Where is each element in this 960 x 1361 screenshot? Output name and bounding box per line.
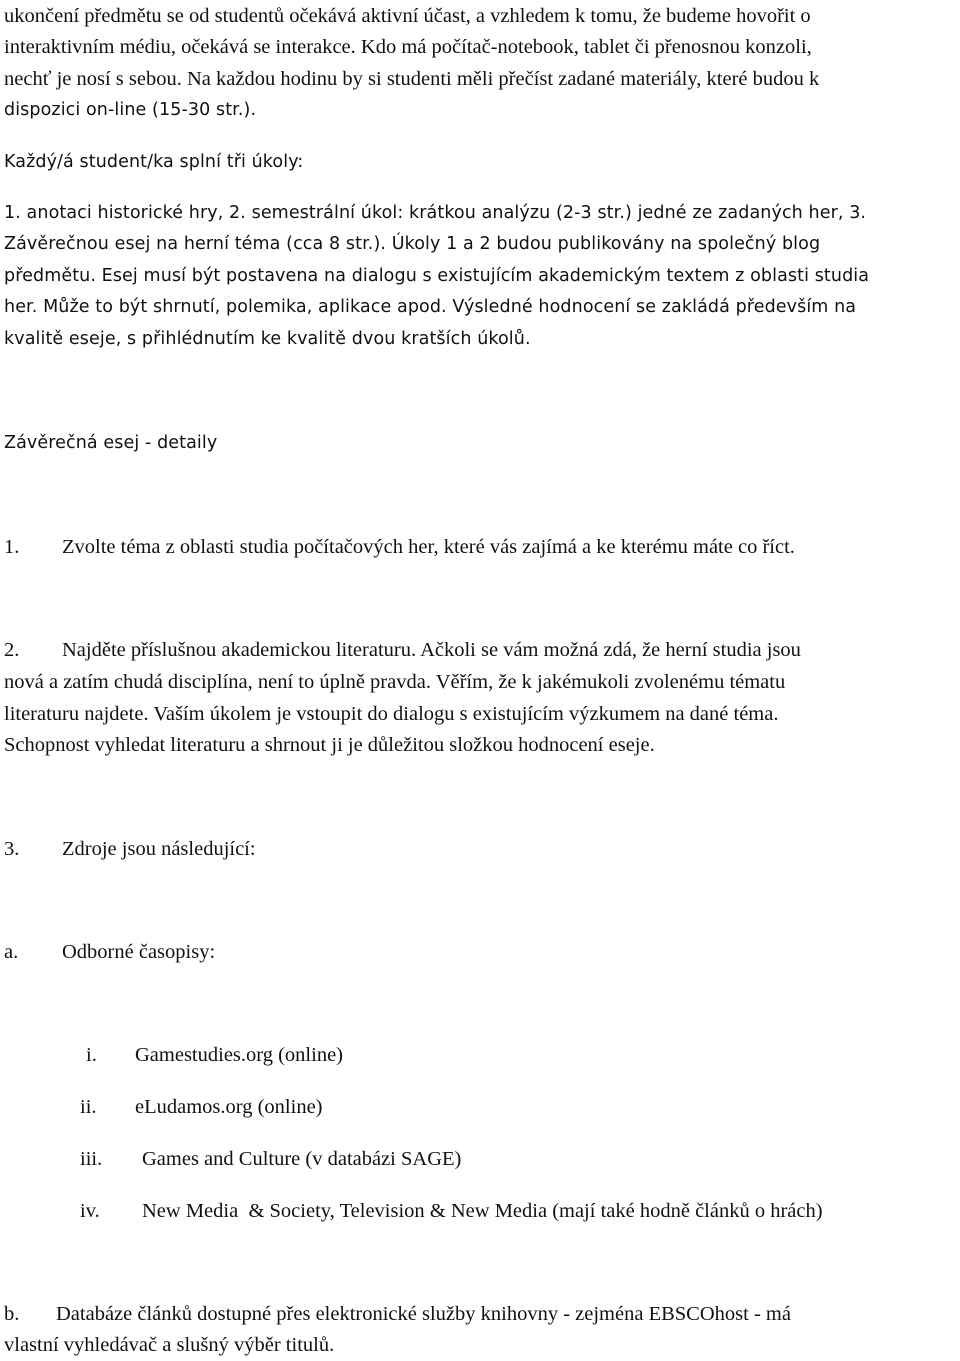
list-numeral: iv. <box>80 1200 100 1222</box>
essay-heading: Závěrečná esej - detaily <box>4 433 218 453</box>
step-number: 2. <box>4 639 20 661</box>
section-title: Odborné časopisy: <box>62 941 216 963</box>
list-item-text: eLudamos.org (online) <box>135 1096 323 1118</box>
step-number: 1. <box>4 536 20 558</box>
list-numeral: iii. <box>80 1148 103 1170</box>
list-numeral: ii. <box>80 1096 97 1118</box>
intro-line: interaktivním médiu, očekává se interakce. Kdo má počítač-notebook, tablet či přenosnou konzoli, <box>4 36 812 58</box>
intro-line: nechť je nosí s sebou. Na každou hodinu by si studenti měli přečíst zadané materiály, které budou k <box>4 68 820 90</box>
step-text: Najděte příslušnou akademickou literaturu. Ačkoli se vám možná zdá, že herní studia jsou <box>62 639 801 661</box>
section-letter: a. <box>4 941 19 963</box>
tasks-line: předmětu. Esej musí být postavena na dialogu s existujícím akademickým textem z oblasti studia <box>4 266 870 286</box>
tasks-line: 1. anotaci historické hry, 2. semestrální úkol: krátkou analýzu (2-3 str.) jedné ze zadaných her, 3. <box>4 203 867 223</box>
tasks-line: her. Může to být shrnutí, polemika, aplikace apod. Výsledné hodnocení se zakládá především na <box>4 297 857 317</box>
step-text: Zvolte téma z oblasti studia počítačových her, které vás zajímá a ke kterému máte co říct. <box>62 536 795 558</box>
section-text-line: vlastní vyhledávač a slušný výběr titulů. <box>4 1334 335 1356</box>
list-item-text: Gamestudies.org (online) <box>135 1044 343 1066</box>
list-numeral: i. <box>86 1044 97 1066</box>
intro-line: ukončení předmětu se od studentů očekává aktivní účast, a vzhledem k tomu, že budeme hovořit o <box>4 5 811 27</box>
step-number: 3. <box>4 838 20 860</box>
step-text-line: Schopnost vyhledat literaturu a shrnout ji je důležitou složkou hodnocení eseje. <box>4 734 655 756</box>
section-letter: b. <box>4 1303 20 1325</box>
intro-line: dispozici on-line (15-30 str.). <box>4 100 257 120</box>
tasks-heading: Každý/á student/ka splní tři úkoly: <box>4 152 304 172</box>
section-text: Databáze článků dostupné přes elektronické služby knihovny - zejména EBSCOhost - má <box>56 1303 791 1325</box>
step-text-line: nová a zatím chudá disciplína, není to úplně pravda. Věřím, že k jakémukoli zvolenému tématu <box>4 671 786 693</box>
step-text-line: literaturu najdete. Vaším úkolem je vstoupit do dialogu s existujícím výzkumem na dané téma. <box>4 703 779 725</box>
list-item-text: Games and Culture (v databázi SAGE) <box>142 1148 462 1170</box>
step-text: Zdroje jsou následující: <box>62 838 256 860</box>
list-item-text: New Media & Society, Television & New Media (mají také hodně článků o hrách) <box>142 1200 823 1222</box>
tasks-line: kvalitě eseje, s přihlédnutím ke kvalitě dvou kratších úkolů. <box>4 329 531 349</box>
tasks-line: Závěrečnou esej na herní téma (cca 8 str.). Úkoly 1 a 2 budou publikovány na společný blog <box>4 234 821 254</box>
